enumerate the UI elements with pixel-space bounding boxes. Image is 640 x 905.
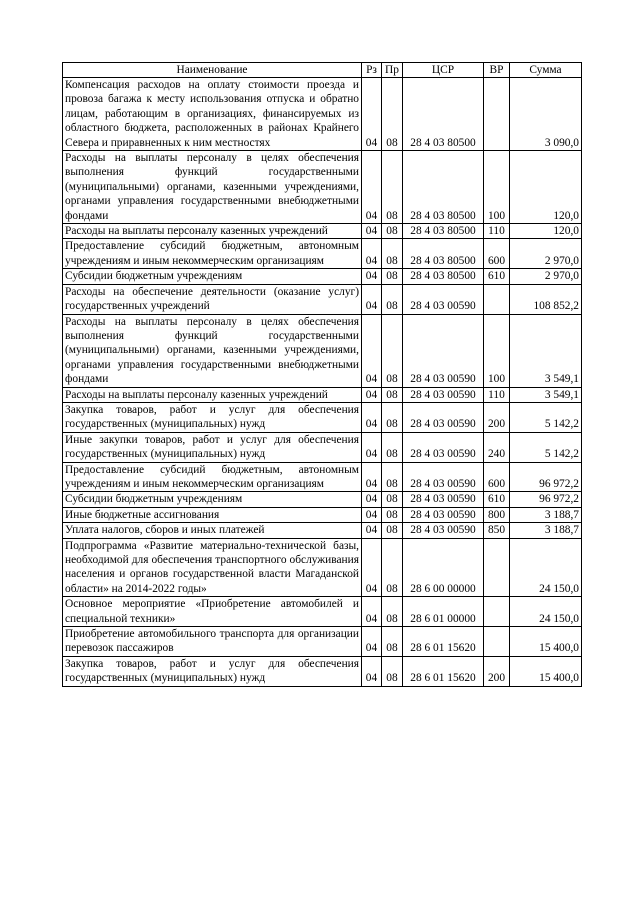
row-vr [484, 284, 510, 314]
table-row [63, 314, 582, 387]
row-pr: 08 [382, 507, 403, 522]
row-name: Закупка товаров, работ и услуг для обеспечения государственных (муниципальных) нужд [63, 402, 362, 432]
row-pr: 08 [382, 462, 403, 492]
table-row [63, 224, 582, 239]
row-sum: 3 090,0 [510, 78, 582, 151]
row-csr: 28 4 03 00590 [403, 492, 484, 507]
row-rz: 04 [362, 656, 382, 686]
row-csr: 28 6 00 00000 [403, 538, 484, 597]
table-row [63, 523, 582, 538]
table-row [63, 432, 582, 462]
table-row [63, 78, 582, 151]
row-sum: 3 549,1 [510, 387, 582, 402]
row-rz: 04 [362, 627, 382, 657]
row-rz: 04 [362, 387, 382, 402]
header-csr: ЦСР [403, 63, 484, 78]
row-csr: 28 4 03 80500 [403, 224, 484, 239]
row-vr: 610 [484, 269, 510, 284]
row-csr: 28 6 01 15620 [403, 656, 484, 686]
row-pr: 08 [382, 151, 403, 224]
row-name: Закупка товаров, работ и услуг для обеспечения государственных (муниципальных) нужд [63, 656, 362, 686]
row-csr: 28 4 03 00590 [403, 432, 484, 462]
row-csr: 28 4 03 80500 [403, 269, 484, 284]
row-csr: 28 6 01 00000 [403, 597, 484, 627]
row-name: Предоставление субсидий бюджетным, автономным учреждениям и иным некоммерческим организациям [63, 239, 362, 269]
row-csr: 28 4 03 00590 [403, 402, 484, 432]
row-pr: 08 [382, 597, 403, 627]
row-name: Подпрограмма «Развитие материально-технической базы, необходимой для обеспечения транспортного обслуживания населения и органов государственной власти Магаданской области» на 2014-2022 годы» [63, 538, 362, 597]
row-rz: 04 [362, 523, 382, 538]
row-sum: 3 549,1 [510, 314, 582, 387]
row-csr: 28 4 03 00590 [403, 462, 484, 492]
row-rz: 04 [362, 239, 382, 269]
row-vr: 600 [484, 239, 510, 269]
row-sum: 3 188,7 [510, 523, 582, 538]
row-name: Расходы на обеспечение деятельности (оказание услуг) государственных учреждений [63, 284, 362, 314]
table-row [63, 597, 582, 627]
header-pr: Пр [382, 63, 403, 78]
row-name: Уплата налогов, сборов и иных платежей [63, 523, 362, 538]
row-sum: 2 970,0 [510, 239, 582, 269]
header-rz: Рз [362, 63, 382, 78]
row-vr: 610 [484, 492, 510, 507]
table-row [63, 284, 582, 314]
table-header-row [63, 63, 582, 78]
row-rz: 04 [362, 462, 382, 492]
row-sum: 24 150,0 [510, 538, 582, 597]
row-name: Приобретение автомобильного транспорта для организации перевозок пассажиров [63, 627, 362, 657]
row-rz: 04 [362, 151, 382, 224]
budget-table [62, 62, 582, 687]
row-csr: 28 6 01 15620 [403, 627, 484, 657]
table-row [63, 239, 582, 269]
row-vr: 100 [484, 314, 510, 387]
row-vr: 110 [484, 224, 510, 239]
row-sum: 120,0 [510, 224, 582, 239]
table-row [63, 627, 582, 657]
row-rz: 04 [362, 78, 382, 151]
row-pr: 08 [382, 656, 403, 686]
table-row [63, 269, 582, 284]
row-pr: 08 [382, 523, 403, 538]
row-vr: 850 [484, 523, 510, 538]
row-sum: 120,0 [510, 151, 582, 224]
row-csr: 28 4 03 00590 [403, 314, 484, 387]
row-rz: 04 [362, 432, 382, 462]
row-name: Расходы на выплаты персоналу казенных учреждений [63, 387, 362, 402]
row-vr: 240 [484, 432, 510, 462]
row-rz: 04 [362, 284, 382, 314]
row-pr: 08 [382, 224, 403, 239]
row-name: Иные закупки товаров, работ и услуг для обеспечения государственных (муниципальных) нужд [63, 432, 362, 462]
row-vr: 200 [484, 402, 510, 432]
row-sum: 15 400,0 [510, 656, 582, 686]
row-csr: 28 4 03 80500 [403, 78, 484, 151]
row-vr: 200 [484, 656, 510, 686]
table-row [63, 492, 582, 507]
row-csr: 28 4 03 00590 [403, 523, 484, 538]
row-pr: 08 [382, 269, 403, 284]
row-vr: 600 [484, 462, 510, 492]
row-rz: 04 [362, 538, 382, 597]
row-vr [484, 597, 510, 627]
row-rz: 04 [362, 224, 382, 239]
row-name: Расходы на выплаты персоналу в целях обеспечения выполнения функций государственными (муниципальными) органами, казенными учреждениями, органами управления государственными внебюджетными фондами [63, 314, 362, 387]
header-sum: Сумма [510, 63, 582, 78]
row-pr: 08 [382, 627, 403, 657]
row-vr [484, 538, 510, 597]
row-rz: 04 [362, 597, 382, 627]
row-rz: 04 [362, 507, 382, 522]
header-vr: ВР [484, 63, 510, 78]
row-sum: 96 972,2 [510, 462, 582, 492]
table-row [63, 387, 582, 402]
row-pr: 08 [382, 492, 403, 507]
row-rz: 04 [362, 492, 382, 507]
row-name: Расходы на выплаты персоналу в целях обеспечения выполнения функций государственными (муниципальными) органами, казенными учреждениями, органами управления государственными внебюджетными фондами [63, 151, 362, 224]
row-rz: 04 [362, 269, 382, 284]
row-pr: 08 [382, 284, 403, 314]
row-name: Субсидии бюджетным учреждениям [63, 269, 362, 284]
row-pr: 08 [382, 314, 403, 387]
row-pr: 08 [382, 432, 403, 462]
row-sum: 24 150,0 [510, 597, 582, 627]
row-csr: 28 4 03 00590 [403, 507, 484, 522]
row-rz: 04 [362, 314, 382, 387]
row-vr [484, 78, 510, 151]
row-name: Основное мероприятие «Приобретение автомобилей и специальной техники» [63, 597, 362, 627]
row-sum: 5 142,2 [510, 432, 582, 462]
row-name: Расходы на выплаты персоналу казенных учреждений [63, 224, 362, 239]
row-pr: 08 [382, 387, 403, 402]
row-vr [484, 627, 510, 657]
row-vr: 100 [484, 151, 510, 224]
row-sum: 5 142,2 [510, 402, 582, 432]
row-rz: 04 [362, 402, 382, 432]
row-name: Компенсация расходов на оплату стоимости проезда и провоза багажа к месту использования отпуска и обратно лицам, работающим в организациях, финансируемых из областного бюджета, расположенных в районах Крайнего Севера и приравненных к ним местностях [63, 78, 362, 151]
header-name: Наименование [63, 63, 362, 78]
row-vr: 110 [484, 387, 510, 402]
row-csr: 28 4 03 00590 [403, 387, 484, 402]
row-pr: 08 [382, 538, 403, 597]
row-pr: 08 [382, 78, 403, 151]
row-vr: 800 [484, 507, 510, 522]
row-sum: 108 852,2 [510, 284, 582, 314]
row-sum: 2 970,0 [510, 269, 582, 284]
table-row [63, 538, 582, 597]
row-name: Субсидии бюджетным учреждениям [63, 492, 362, 507]
row-pr: 08 [382, 239, 403, 269]
row-csr: 28 4 03 80500 [403, 151, 484, 224]
table-row [63, 151, 582, 224]
row-csr: 28 4 03 00590 [403, 284, 484, 314]
row-name: Иные бюджетные ассигнования [63, 507, 362, 522]
row-sum: 96 972,2 [510, 492, 582, 507]
row-sum: 15 400,0 [510, 627, 582, 657]
table-row [63, 402, 582, 432]
table-row [63, 462, 582, 492]
table-row [63, 507, 582, 522]
row-sum: 3 188,7 [510, 507, 582, 522]
row-pr: 08 [382, 402, 403, 432]
row-name: Предоставление субсидий бюджетным, автономным учреждениям и иным некоммерческим организациям [63, 462, 362, 492]
row-csr: 28 4 03 80500 [403, 239, 484, 269]
table-row [63, 656, 582, 686]
